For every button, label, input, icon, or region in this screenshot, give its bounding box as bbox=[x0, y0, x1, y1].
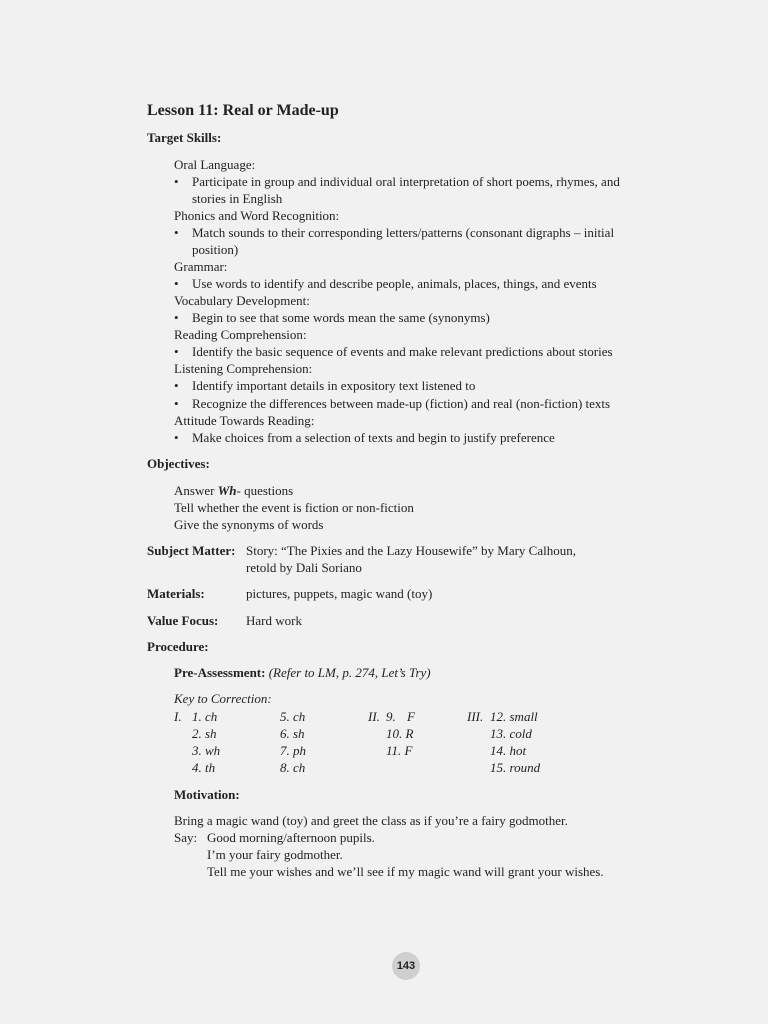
value-focus-value: Hard work bbox=[246, 613, 302, 628]
subject-matter-label: Subject Matter: bbox=[147, 543, 236, 558]
objective-1 bbox=[174, 482, 293, 499]
skill-category-listening: Listening Comprehension: bbox=[174, 361, 313, 376]
skill-bullet: • Begin to see that some words mean the same (synonyms) bbox=[192, 309, 490, 326]
subject-matter-line-2: retold by Dali Soriano bbox=[246, 560, 362, 575]
key-answer: 8. ch bbox=[280, 760, 306, 775]
procedure-heading: Procedure: bbox=[147, 639, 209, 654]
objective-2: Tell whether the event is fiction or non-fiction bbox=[174, 500, 414, 515]
skill-bullet-continuation: position) bbox=[192, 242, 239, 257]
skill-category-attitude: Attitude Towards Reading: bbox=[174, 413, 315, 428]
key-answer: 11. F bbox=[386, 743, 413, 758]
motivation-heading: Motivation: bbox=[174, 787, 240, 802]
key-answer: 10. R bbox=[386, 726, 414, 741]
skill-bullet: • Use words to identify and describe people, animals, places, things, and events bbox=[192, 275, 597, 292]
say-label: Say: bbox=[174, 830, 198, 845]
objectives-heading: Objectives: bbox=[147, 456, 210, 471]
key-to-correction-heading: Key to Correction: bbox=[174, 691, 272, 706]
skill-bullet: • Identify important details in expository text listened to bbox=[192, 377, 475, 394]
objective-1-post: - questions bbox=[236, 483, 294, 498]
key-answer: 13. cold bbox=[490, 726, 532, 741]
say-line-2: I’m your fairy godmother. bbox=[207, 847, 343, 862]
key-answer: 5. ch bbox=[280, 709, 306, 724]
key-answer: 14. hot bbox=[490, 743, 527, 758]
motivation-instruction: Bring a magic wand (toy) and greet the class as if you’re a fairy godmother. bbox=[174, 813, 568, 828]
skill-bullet: • Recognize the differences between made-up (fiction) and real (non-fiction) texts bbox=[192, 395, 610, 412]
key-answer-value: F bbox=[407, 709, 415, 724]
pre-assessment-line bbox=[174, 664, 431, 681]
key-answer: 2. sh bbox=[192, 726, 217, 741]
key-answer: 1. ch bbox=[192, 709, 218, 724]
key-answer: 7. ph bbox=[280, 743, 306, 758]
key-answer: 3. wh bbox=[192, 743, 221, 758]
pre-assessment-reference: (Refer to LM, p. 274, Let’s Try) bbox=[268, 665, 431, 680]
subject-matter-line-1: Story: “The Pixies and the Lazy Housewife” by Mary Calhoun, bbox=[246, 543, 576, 558]
materials-value: pictures, puppets, magic wand (toy) bbox=[246, 586, 433, 601]
skill-bullet: • Make choices from a selection of texts and begin to justify preference bbox=[192, 429, 555, 446]
key-answer: 6. sh bbox=[280, 726, 305, 741]
skill-bullet-continuation: stories in English bbox=[192, 191, 283, 206]
lesson-title: Lesson 11: Real or Made-up bbox=[147, 102, 339, 119]
skill-category-reading: Reading Comprehension: bbox=[174, 327, 307, 342]
key-answer: 4. th bbox=[192, 760, 216, 775]
key-answer: 15. round bbox=[490, 760, 541, 775]
key-roman-3: III. bbox=[467, 709, 484, 724]
key-answer: 12. small bbox=[490, 709, 538, 724]
key-roman-1: I. bbox=[174, 709, 182, 724]
skill-category-grammar: Grammar: bbox=[174, 259, 228, 274]
key-answer-number: 9. bbox=[386, 709, 396, 724]
say-line-3: Tell me your wishes and we’ll see if my magic wand will grant your wishes. bbox=[207, 864, 604, 879]
key-roman-2: II. bbox=[368, 709, 380, 724]
objective-1-wh: Wh bbox=[217, 483, 237, 498]
skill-category-oral-language: Oral Language: bbox=[174, 157, 256, 172]
target-skills-heading: Target Skills: bbox=[147, 130, 222, 145]
value-focus-label: Value Focus: bbox=[147, 613, 219, 628]
say-line-1: Good morning/afternoon pupils. bbox=[207, 830, 375, 845]
materials-label: Materials: bbox=[147, 586, 205, 601]
page-number-badge: 143 bbox=[392, 952, 420, 980]
objective-1-pre: Answer bbox=[174, 483, 218, 498]
skill-bullet: • Identify the basic sequence of events and make relevant predictions about stories bbox=[192, 343, 613, 360]
skill-bullet: • Participate in group and individual oral interpretation of short poems, rhymes, and bbox=[192, 173, 620, 190]
skill-category-vocabulary: Vocabulary Development: bbox=[174, 293, 310, 308]
pre-assessment-label: Pre-Assessment: bbox=[174, 665, 266, 680]
skill-bullet: • Match sounds to their corresponding letters/patterns (consonant digraphs – initial bbox=[192, 224, 614, 241]
skill-category-phonics: Phonics and Word Recognition: bbox=[174, 208, 340, 223]
objective-3: Give the synonyms of words bbox=[174, 517, 324, 532]
